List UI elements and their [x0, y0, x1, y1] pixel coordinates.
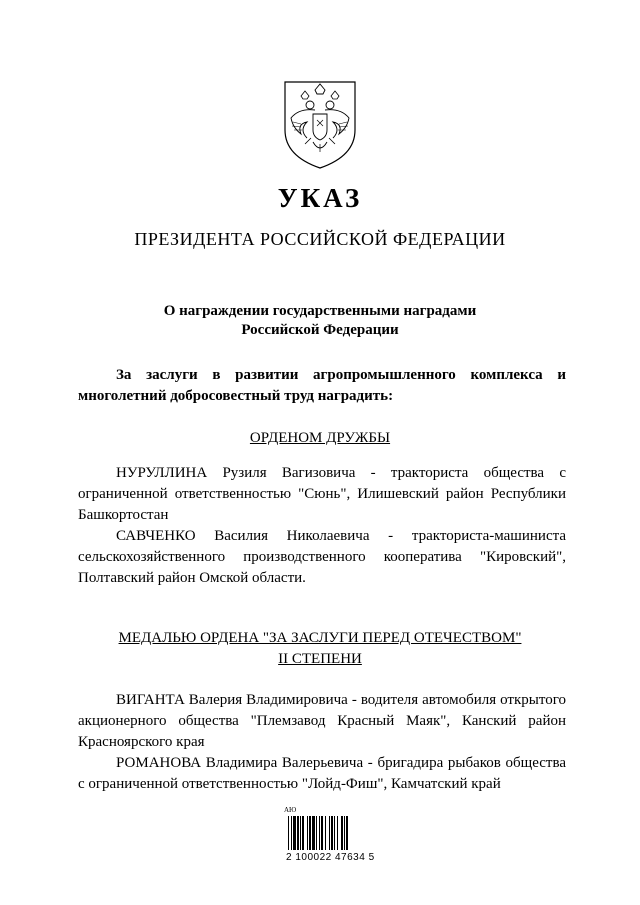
barcode-block: [284, 806, 375, 866]
barcode-bar: [331, 816, 333, 850]
decree-title: УКАЗ: [277, 183, 363, 213]
recipient-paragraph: РОМАНОВА Владимира Валерьевича - бригадира рыбаков общества с ограниченной ответственностью "Лойд-Фиш", Камчатский край: [78, 755, 566, 792]
barcode-bar: [337, 816, 338, 850]
decree-heading-line-1: О награждении государственными наградами: [163, 303, 477, 319]
coat-of-arms-emblem: [277, 78, 363, 170]
barcode-bar: [309, 816, 311, 850]
barcode-bar: [300, 816, 301, 850]
barcode-bar: [321, 816, 323, 850]
recipient-paragraph: САВЧЕНКО Василия Николаевича - тракториста-машиниста сельскохозяйственного производственного кооператива "Кировский", Полтавский район Омской области.: [78, 528, 566, 586]
barcode-bar: [325, 816, 326, 850]
barcode-bar: [312, 816, 315, 850]
decree-heading: [0, 302, 640, 340]
barcode-bar: [346, 816, 348, 850]
recipient-paragraph: НУРУЛЛИНА Рузиля Вагизовича - тракториста общества с ограниченной ответственностью "Сюнь", Илишевский район Республики Башкортостан: [78, 465, 566, 523]
barcode-image: [288, 816, 366, 850]
barcode-bar: [293, 816, 296, 850]
award-title-order-of-friendship: [0, 428, 640, 449]
award-title-line: ОРДЕНОМ ДРУЖБЫ: [249, 430, 391, 446]
barcode-number: 2 100022 47634 5: [286, 852, 375, 863]
decree-heading-line-2: Российской Федерации: [241, 322, 399, 338]
barcode-bar: [302, 816, 304, 850]
barcode-bar: [334, 816, 335, 850]
barcode-bar: [316, 816, 317, 850]
barcode-bar: [307, 816, 308, 850]
barcode-bar: [344, 816, 345, 850]
award-title-line: II СТЕПЕНИ: [278, 651, 362, 667]
decree-subtitle: ПРЕЗИДЕНТА РОССИЙСКОЙ ФЕДЕРАЦИИ: [134, 229, 506, 249]
barcode-bar: [329, 816, 330, 850]
barcode-mark: АЮ: [284, 806, 297, 814]
barcode-bar: [341, 816, 343, 850]
recipient-paragraph: ВИГАНТА Валерия Владимировича - водителя автомобиля открытого акционерного общества "Племзавод Красный Маяк", Канский район Красноярского края: [78, 692, 566, 750]
barcode-bar: [291, 816, 292, 850]
barcode-bar: [288, 816, 289, 850]
award-title-medal: [0, 628, 640, 670]
decree-intro: За заслуги в развитии агропромышленного комплекса и многолетний добросовестный труд наградить:: [78, 367, 566, 404]
barcode-bar: [319, 816, 320, 850]
barcode-bar: [297, 816, 299, 850]
award-title-line: МЕДАЛЬЮ ОРДЕНА "ЗА ЗАСЛУГИ ПЕРЕД ОТЕЧЕСТВОМ": [118, 630, 522, 646]
